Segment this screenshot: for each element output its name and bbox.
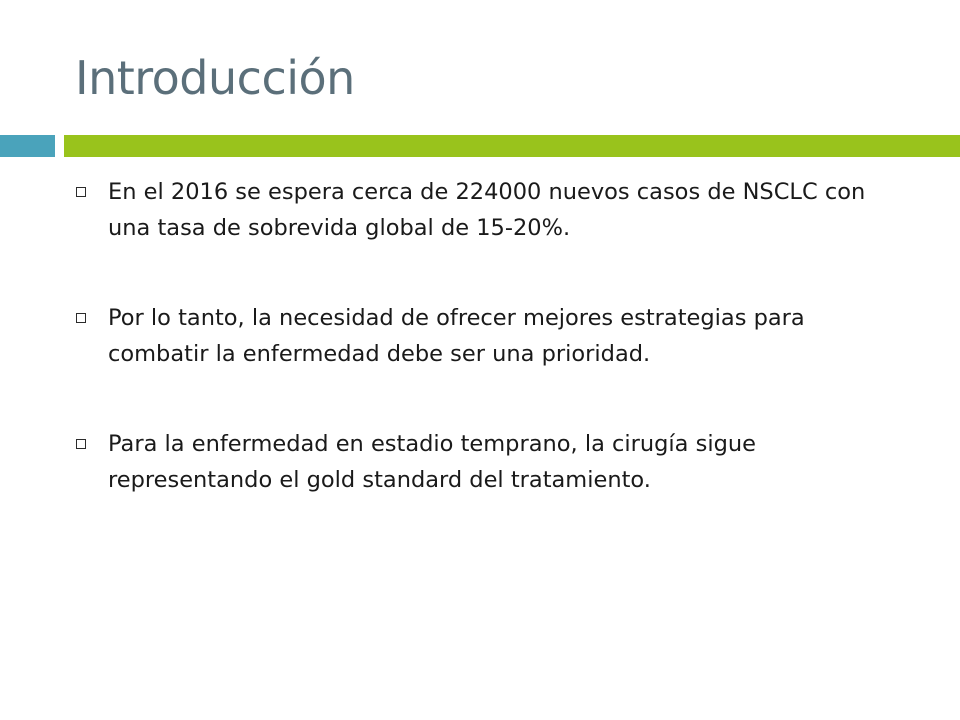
- square-outline-icon: [76, 313, 86, 323]
- square-outline-icon: [76, 187, 86, 197]
- title-rule-blue: [0, 135, 55, 157]
- bullet-text: Por lo tanto, la necesidad de ofrecer mejores estrategias para combatir la enfermedad debe ser una prioridad.: [108, 305, 805, 367]
- square-outline-icon: [76, 439, 86, 449]
- slide-title: Introducción: [75, 51, 355, 105]
- bullet-item: [72, 300, 892, 372]
- title-rule-green: [64, 135, 960, 157]
- bullet-list: [72, 174, 892, 498]
- bullet-text: En el 2016 se espera cerca de 224000 nuevos casos de NSCLC con una tasa de sobrevida global de 15-20%.: [108, 179, 866, 241]
- bullet-item: [72, 426, 892, 498]
- bullet-text: Para la enfermedad en estadio temprano, la cirugía sigue representando el gold standard del tratamiento.: [108, 431, 756, 493]
- bullet-item: [72, 174, 892, 246]
